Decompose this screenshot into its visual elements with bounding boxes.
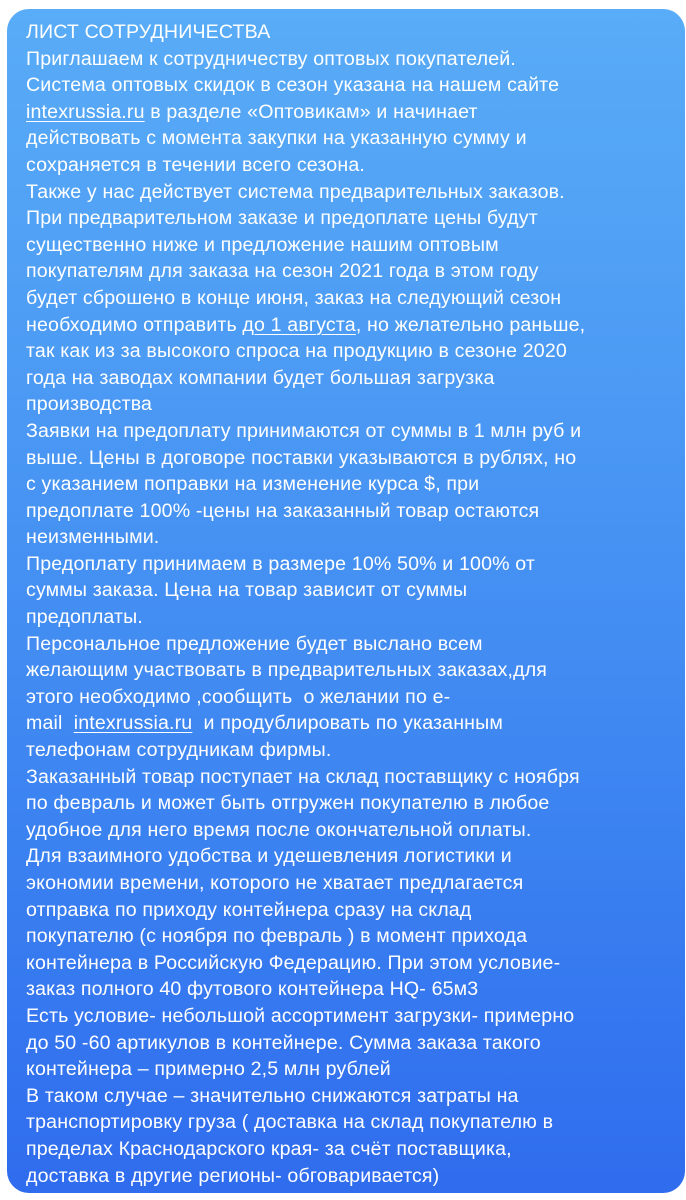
message-text-part: ЛИСТ СОТРУДНИЧЕСТВА Приглашаем к сотрудничеству оптовых покупателей. Система оптовых скидок в сезон указана на нашем сайте (26, 21, 560, 97)
message-text-part: в разделе «Оптовикам» и начинает действовать с момента закупки на указанную сумму и сохраняется в течении всего сезона. Также у нас действует система предварительных заказов. При предварительном заказе и предоплате цены будут существенно ниже и предложение нашим оптовым покупателям для заказа на сезон 2021 года в этом году будет сброшено в конце июня, заказ на следующий сезон необходимо отправить (26, 100, 565, 336)
message-text-part: и продублировать по указанным телефонам сотрудникам фирмы. Заказанный товар поступает на склад поставщику с ноября по февраль и может быть отгружен покупателю в любое удобное для него время после окончательной оплаты. Для взаимного удобства и удешевления логистики и экономии времени, которого не хватает предлагается отправка по приходу контейнера сразу на склад покупателю (с ноября по февраль ) в момент прихода контейнера в Российскую Федерацию. При этом условие- заказ полного 40 футового контейнера HQ- 65м3 Есть условие- небольшой ассортимент загрузки- примерно до 50 -60 артикулов в контейнере. Сумма заказа такого контейнера – примерно 2,5 млн рублей В таком случае – значительно снижаются затраты на транспортировку груза ( доставка на склад покупателю в пределах Краснодарского края- за счёт поставщика, доставка в другие регионы- обговаривается) (26, 712, 580, 1187)
website-link[interactable]: intexrussia.ru (26, 100, 145, 123)
message-text (26, 19, 673, 1189)
message-bubble[interactable] (7, 9, 685, 1193)
date-link[interactable]: до 1 августа (242, 313, 356, 336)
email-link[interactable]: intexrussia.ru (73, 712, 193, 735)
message-text-part: , но желательно раньше, так как из за высокого спроса на продукцию в сезоне 2020 года на заводах компании будет большая загрузка производства Заявки на предоплату принимаются от суммы в 1 млн руб и выше. Цены в договоре поставки указываются в рублях, но с указанием поправки на изменение курса $, при предоплате 100% -цены на заказанный товар остаются неизменными. Предоплату принимаем в размере 10% 50% и 100% от суммы заказа. Цена на товар зависит от суммы предоплаты. Персональное предложение будет выслано всем желающим участвовать в предварительных заказах,для этого необходимо ,сообщить о желании по e- mail (26, 313, 586, 735)
